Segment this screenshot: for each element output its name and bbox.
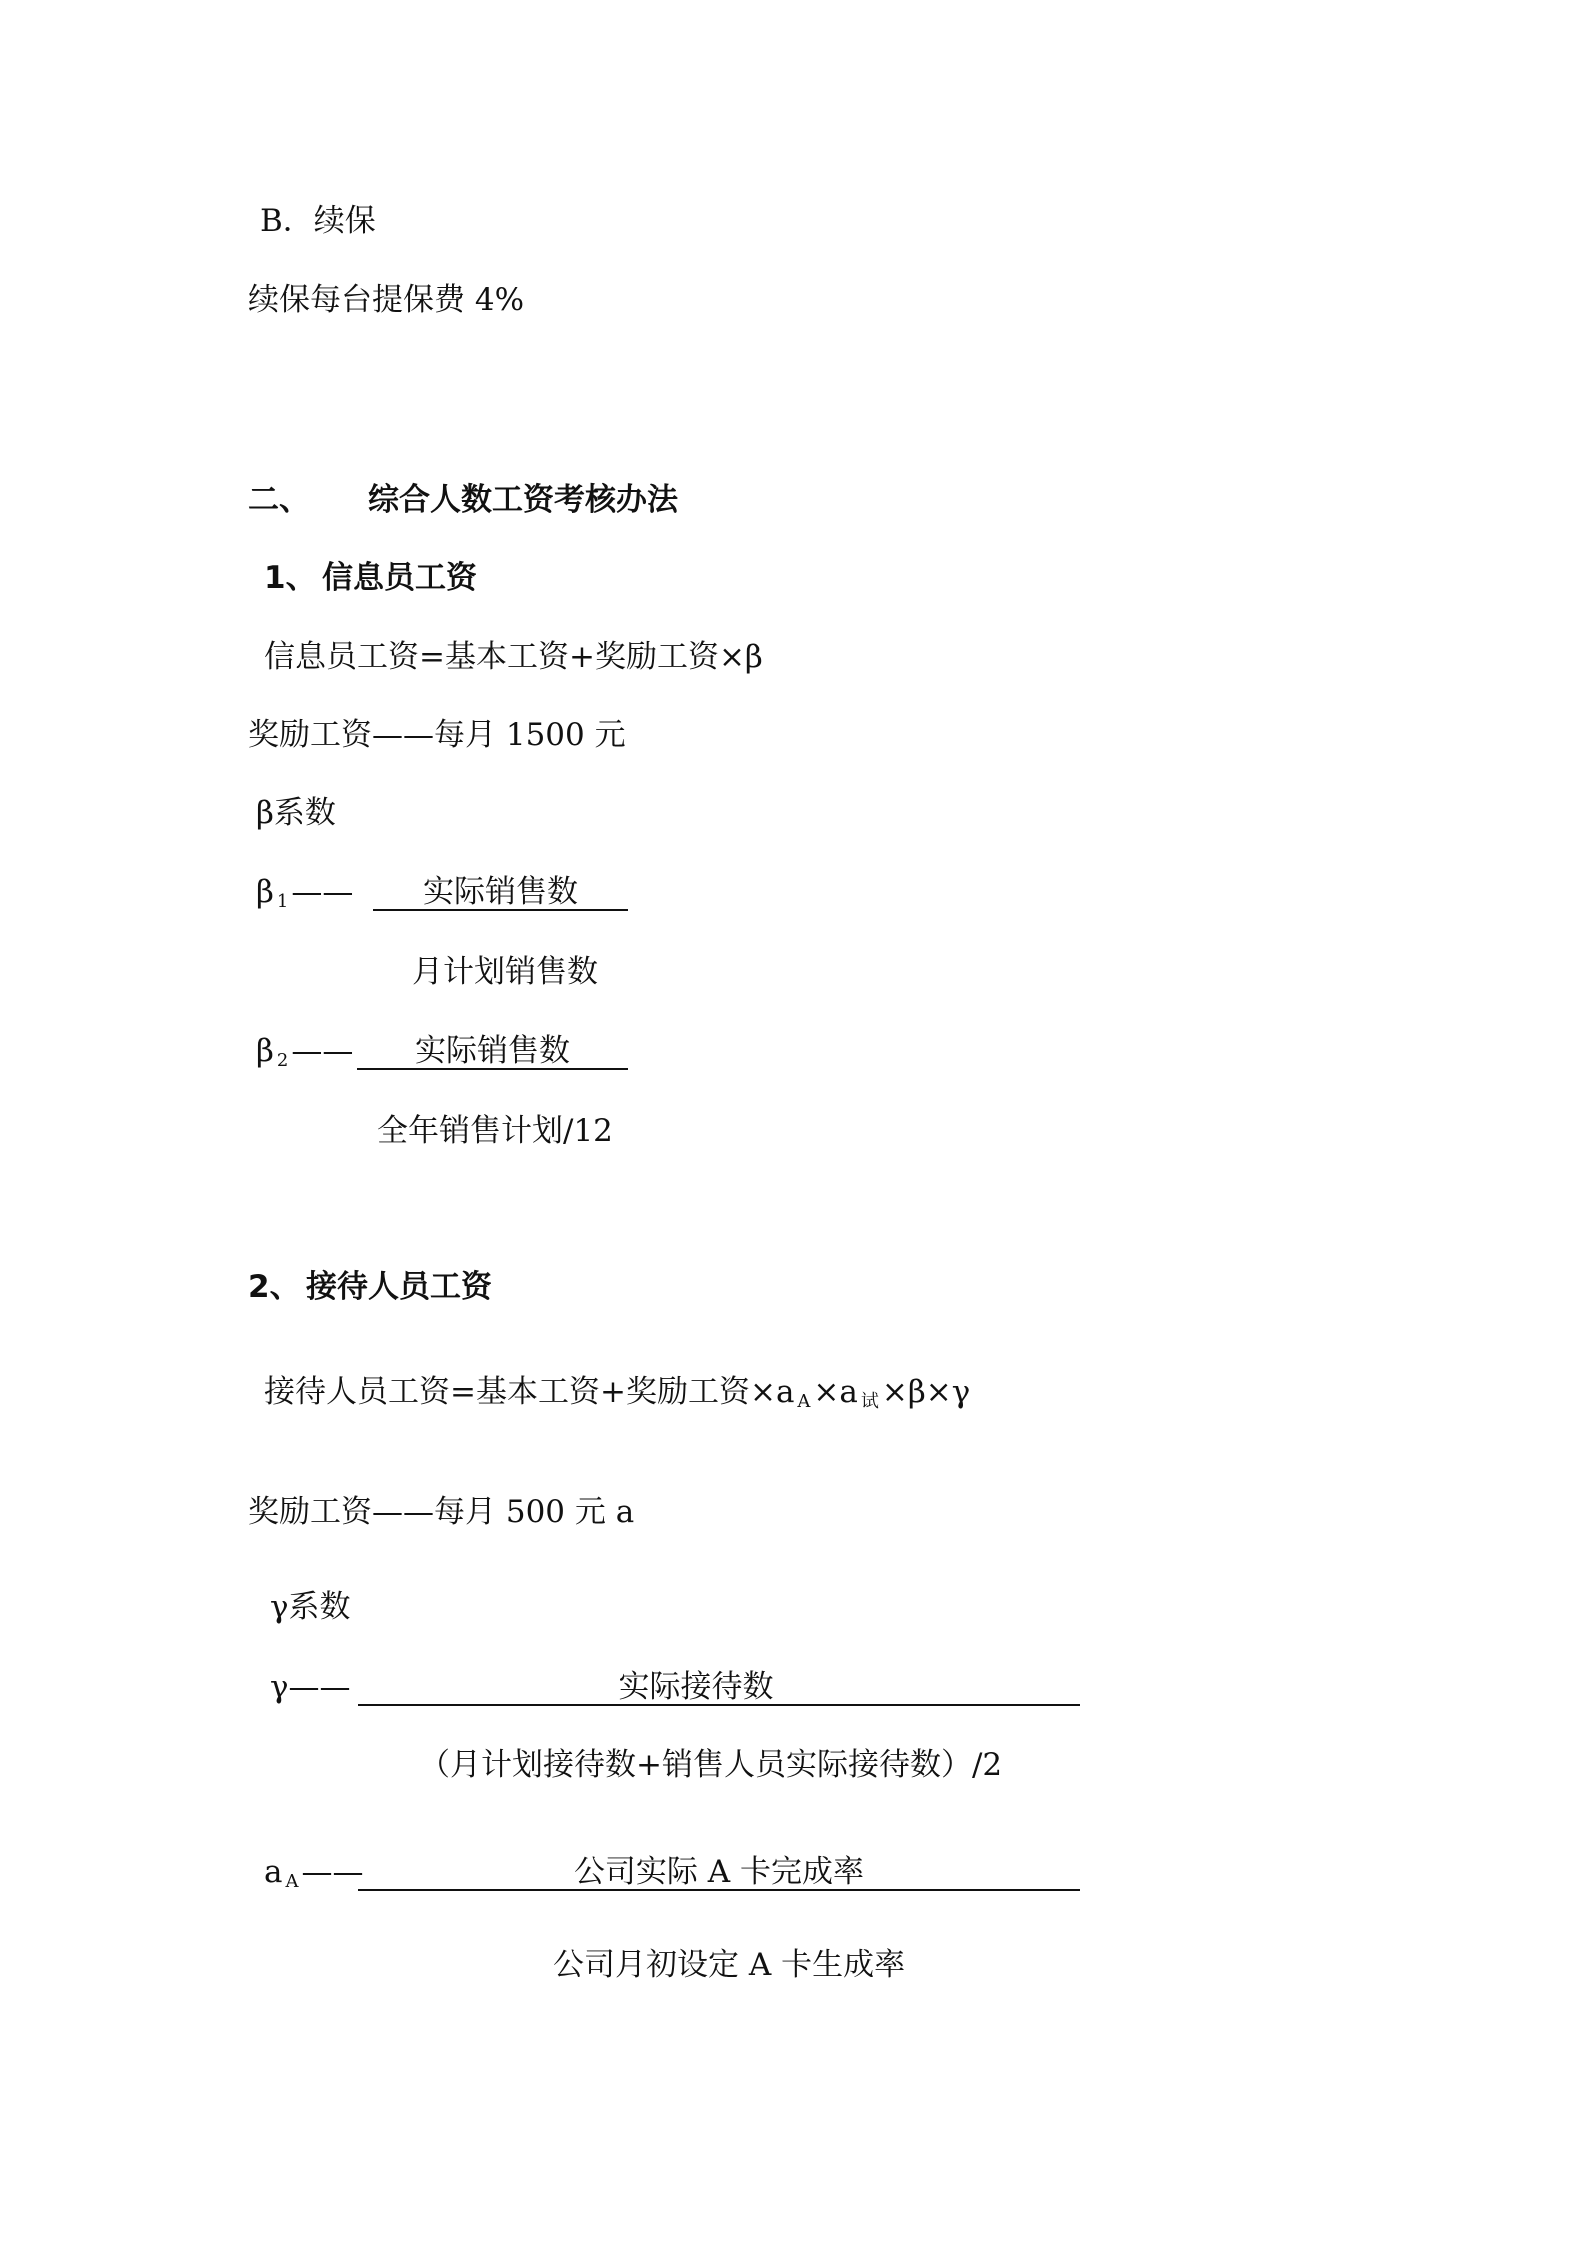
gamma-label (270, 1667, 351, 1707)
gamma-dash: —— (288, 1669, 351, 1705)
reception-staff-formula (264, 1372, 970, 1412)
aa-denominator: 公司月初设定 A 卡生成率 (553, 1947, 906, 1983)
gamma-coefficient-title: γ系数 (270, 1589, 351, 1625)
beta1-numerator: 实际销售数 (373, 875, 628, 911)
info-staff-number: 1、 (264, 560, 317, 596)
aa-symbol: a (264, 1854, 283, 1890)
beta2-denominator: 全年销售计划/12 (377, 1113, 613, 1149)
formula-times: × (813, 1374, 840, 1410)
section-number: 二、 (248, 482, 310, 518)
gamma-numerator: 实际接待数 (358, 1670, 1080, 1706)
beta2-label (256, 1031, 353, 1071)
renewal-rule: 续保每台提保费 4% (248, 282, 525, 318)
aa-label (264, 1852, 363, 1892)
reception-staff-title: 接待人员工资 (306, 1269, 492, 1305)
gamma-symbol: γ (270, 1669, 289, 1705)
beta1-symbol: β (256, 874, 274, 910)
formula-b-symbol: a (839, 1374, 858, 1410)
formula-a-symbol: a (775, 1374, 795, 1410)
gamma-denominator: （月计划接待数+销售人员实际接待数）/2 (419, 1747, 1003, 1783)
formula-tail: ×β×γ (881, 1374, 971, 1410)
beta1-subscript: 1 (276, 891, 289, 912)
aa-numerator: 公司实际 A 卡完成率 (358, 1855, 1080, 1891)
beta2-numerator: 实际销售数 (357, 1034, 628, 1070)
info-staff-bonus: 奖励工资——每月 1500 元 (248, 717, 626, 753)
beta2-symbol: β (256, 1033, 274, 1069)
formula-a-subscript: A (797, 1391, 811, 1412)
beta1-label (256, 872, 353, 912)
beta2-subscript: 2 (276, 1050, 289, 1071)
aa-subscript: A (285, 1871, 299, 1892)
beta1-dash: —— (291, 874, 354, 910)
formula-b-subscript: 试 (860, 1391, 879, 1412)
section-title: 综合人数工资考核办法 (368, 482, 678, 518)
formula-lead: 接待人员工资=基本工资+奖励工资× (264, 1374, 776, 1410)
info-staff-title: 信息员工资 (322, 560, 477, 596)
beta1-denominator: 月计划销售数 (412, 954, 598, 990)
beta2-dash: —— (291, 1033, 354, 1069)
reception-staff-number: 2、 (248, 1269, 301, 1305)
aa-dash: —— (301, 1854, 364, 1890)
beta-coefficient-title: β系数 (256, 795, 336, 831)
renewal-heading: B．续保 (260, 203, 376, 239)
info-staff-formula: 信息员工资=基本工资+奖励工资×β (264, 639, 763, 675)
reception-staff-bonus: 奖励工资——每月 500 元 a (248, 1494, 635, 1530)
